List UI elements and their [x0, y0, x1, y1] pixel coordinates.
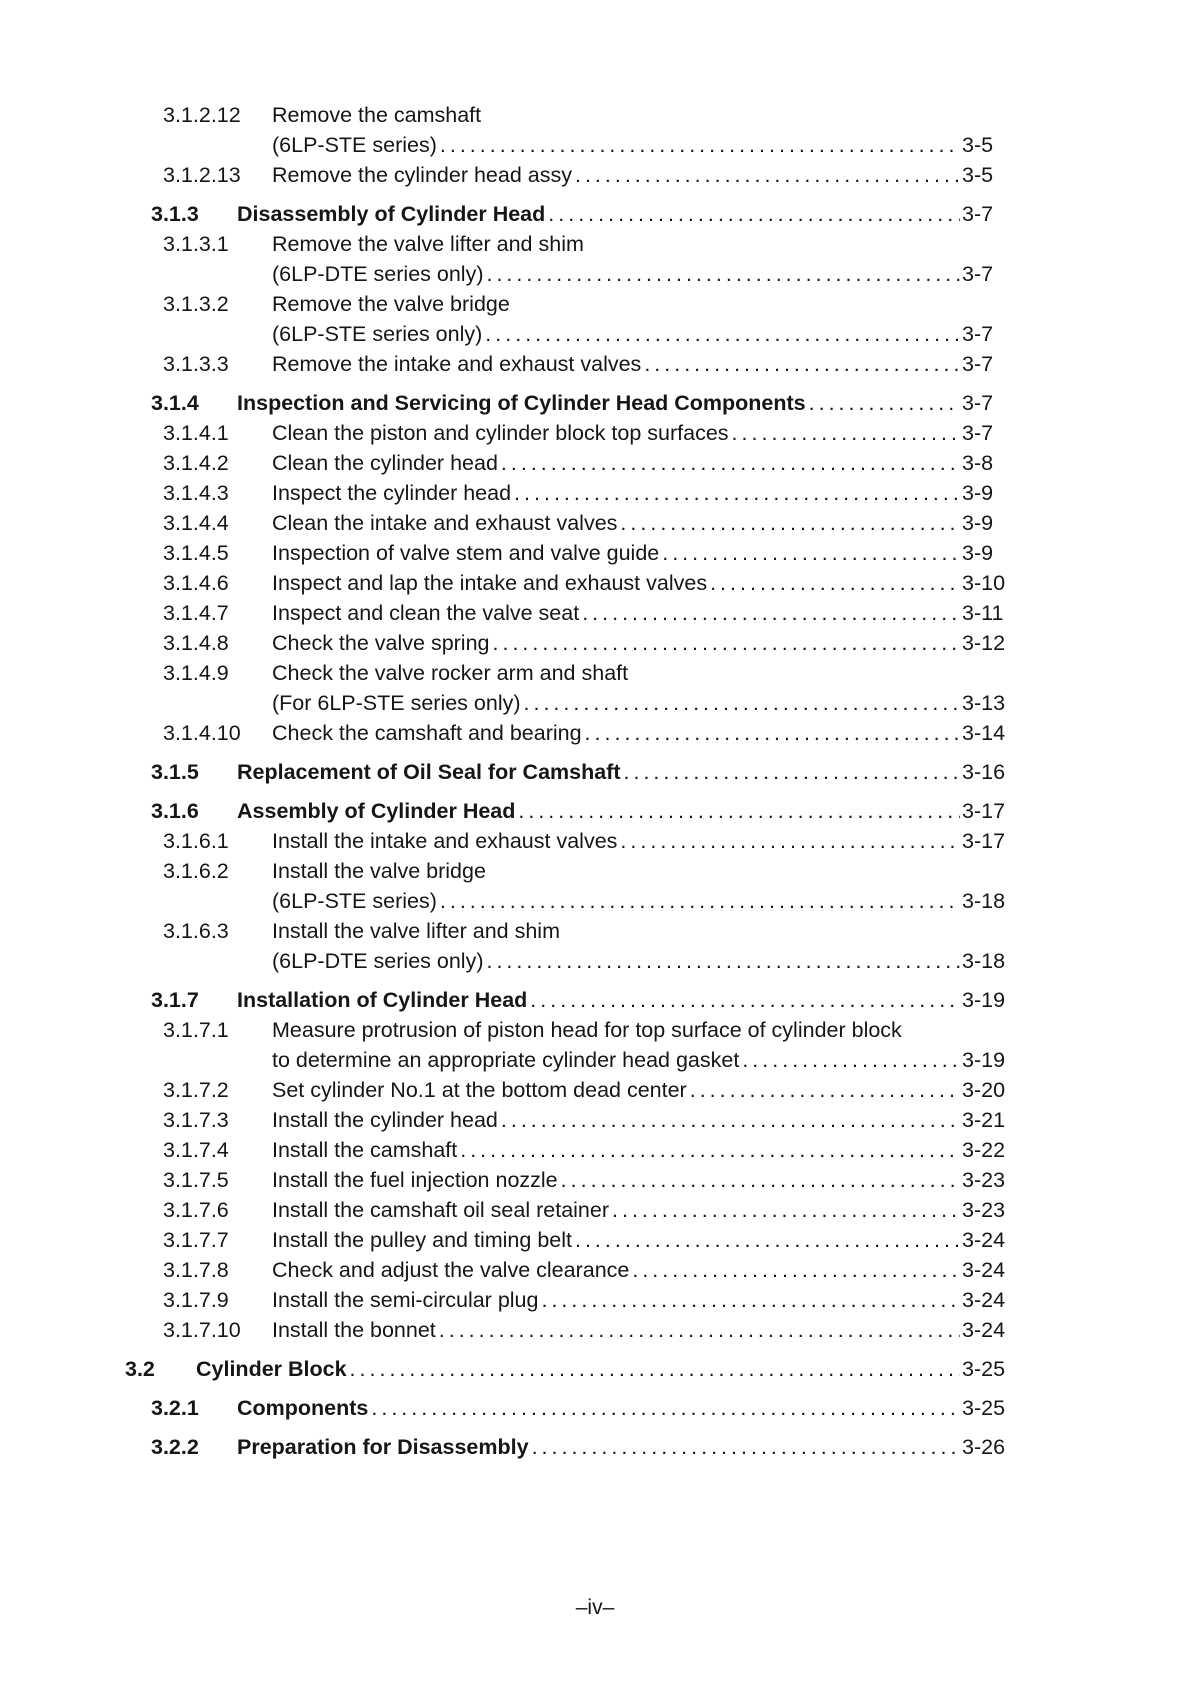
page-number: 3-18 — [962, 949, 1006, 973]
entry-title: Install the camshaft — [272, 1138, 458, 1162]
toc-entry-line — [151, 796, 1010, 826]
entry-number: 3.1.4.7 — [163, 601, 229, 625]
dot-leader — [621, 757, 960, 787]
page-number: 3-16 — [962, 760, 1006, 784]
toc-entry-line — [163, 289, 1010, 319]
toc-entry — [0, 1285, 1010, 1315]
toc-entry-line — [163, 1015, 1010, 1045]
entry-title: Install the fuel injection nozzle — [272, 1168, 558, 1192]
toc-entry-line — [163, 1315, 1010, 1345]
entry-title: Clean the intake and exhaust valves — [272, 511, 618, 535]
toc-entry-line — [163, 229, 1010, 259]
entry-title: Check and adjust the valve clearance — [272, 1258, 630, 1282]
page-number: 3-24 — [962, 1258, 1006, 1282]
page-number: 3-7 — [962, 322, 994, 346]
page-number: 3-24 — [962, 1318, 1006, 1342]
toc-entry — [0, 418, 1010, 448]
entry-number: 3.1.6 — [151, 799, 199, 823]
page-number: 3-7 — [962, 202, 994, 226]
toc-entry — [0, 628, 1010, 658]
toc-entry-line — [163, 598, 1010, 628]
dot-leader — [572, 160, 960, 190]
toc-entry — [0, 1195, 1010, 1225]
dot-leader — [617, 508, 960, 538]
entry-title: Install the valve bridge — [272, 859, 486, 883]
entry-title: (6LP-STE series) — [272, 889, 437, 913]
page-number: 3-19 — [962, 1048, 1006, 1072]
entry-number: 3.1.4.1 — [163, 421, 229, 445]
toc-entry — [0, 1135, 1010, 1165]
toc-entry — [0, 289, 1010, 349]
toc-entry-line — [163, 1105, 1010, 1135]
entry-number: 3.2.2 — [151, 1435, 199, 1459]
dot-leader — [659, 538, 960, 568]
entry-number: 3.1.3.1 — [163, 232, 229, 256]
toc-entry — [0, 160, 1010, 190]
entry-number: 3.1.3 — [151, 202, 199, 226]
entry-title: Install the intake and exhaust valves — [272, 829, 618, 853]
entry-number: 3.2.1 — [151, 1396, 199, 1420]
entry-title: Clean the cylinder head — [272, 451, 498, 475]
entry-number: 3.1.4.2 — [163, 451, 229, 475]
toc-entry-line — [163, 568, 1010, 598]
entry-title: (6LP-STE series) — [272, 133, 437, 157]
dot-leader — [368, 1393, 960, 1423]
dot-leader — [483, 946, 960, 976]
entry-title: Remove the valve bridge — [272, 292, 510, 316]
page-number: 3-9 — [962, 511, 994, 535]
toc-entry — [0, 916, 1010, 976]
toc-entry-line — [163, 160, 1010, 190]
page-number: 3-9 — [962, 541, 994, 565]
dot-leader — [609, 1195, 960, 1225]
page-number: 3-12 — [962, 631, 1006, 655]
toc-entry — [0, 100, 1010, 160]
dot-leader — [521, 688, 960, 718]
page-number: 3-7 — [962, 421, 994, 445]
entry-number: 3.1.4.9 — [163, 661, 229, 685]
page-number: 3-24 — [962, 1288, 1006, 1312]
toc-entry — [0, 757, 1010, 787]
toc-entry — [0, 508, 1010, 538]
entry-title: (6LP-DTE series only) — [272, 949, 484, 973]
entry-title: (For 6LP-STE series only) — [272, 691, 521, 715]
toc-entry-line — [163, 718, 1010, 748]
toc-entry-continuation-line — [163, 1045, 1010, 1075]
entry-number: 3.1.6.3 — [163, 919, 229, 943]
toc-entry — [0, 796, 1010, 826]
dot-leader — [437, 886, 960, 916]
entry-number: 3.1.7.4 — [163, 1138, 229, 1162]
entry-title: Remove the cylinder head assy — [272, 163, 572, 187]
toc-entry — [0, 1105, 1010, 1135]
page-number: 3-8 — [962, 451, 994, 475]
toc-entry-line — [163, 658, 1010, 688]
entry-number: 3.1.7.1 — [163, 1018, 229, 1042]
toc-entry-line — [163, 856, 1010, 886]
entry-title: Inspection and Servicing of Cylinder Head Components — [237, 391, 806, 415]
toc-entry-line — [163, 448, 1010, 478]
toc-entry-continuation-line — [163, 319, 1010, 349]
page-number: 3-23 — [962, 1168, 1006, 1192]
entry-title: Remove the intake and exhaust valves — [272, 352, 642, 376]
toc-entry — [0, 1015, 1010, 1075]
toc-entry — [0, 1432, 1010, 1462]
dot-leader — [707, 568, 960, 598]
entry-title: Install the pulley and timing belt — [272, 1228, 572, 1252]
dot-leader — [490, 628, 961, 658]
dot-leader — [511, 478, 960, 508]
toc-entry-line — [163, 1285, 1010, 1315]
toc-entry-line — [163, 1135, 1010, 1165]
entry-title: Measure protrusion of piston head for top surface of cylinder block — [272, 1018, 902, 1042]
page-number: 3-24 — [962, 1228, 1006, 1252]
entry-title: Assembly of Cylinder Head — [237, 799, 516, 823]
page-number: 3-22 — [962, 1138, 1006, 1162]
entry-number: 3.1.7.2 — [163, 1078, 229, 1102]
entry-title: Inspect and lap the intake and exhaust valves — [272, 571, 708, 595]
dot-leader — [529, 1432, 960, 1462]
entry-title: Remove the camshaft — [272, 103, 482, 127]
dot-leader — [617, 826, 960, 856]
entry-title: Components — [237, 1396, 369, 1420]
entry-title: Cylinder Block — [196, 1357, 347, 1381]
page-number: 3-23 — [962, 1198, 1006, 1222]
entry-title: Install the semi-circular plug — [272, 1288, 539, 1312]
entry-number: 3.1.5 — [151, 760, 199, 784]
toc-entry-line — [151, 985, 1010, 1015]
entry-title: Remove the valve lifter and shim — [272, 232, 584, 256]
toc-entry — [0, 448, 1010, 478]
entry-title: (6LP-DTE series only) — [272, 262, 484, 286]
entry-number: 3.1.2.13 — [163, 163, 241, 187]
toc-entry-line — [163, 538, 1010, 568]
entry-title: to determine an appropriate cylinder head gasket — [272, 1048, 740, 1072]
toc-entry-line — [163, 1225, 1010, 1255]
toc-entry-line — [163, 100, 1010, 130]
dot-leader — [515, 796, 960, 826]
toc-entry-line — [163, 1165, 1010, 1195]
toc-entry — [0, 598, 1010, 628]
entry-number: 3.1.4.3 — [163, 481, 229, 505]
dot-leader — [806, 388, 960, 418]
entry-title: Install the camshaft oil seal retainer — [272, 1198, 609, 1222]
toc-entry — [0, 1255, 1010, 1285]
toc-entry-continuation-line — [163, 688, 1010, 718]
entry-title: Check the valve spring — [272, 631, 490, 655]
page-number: 3-17 — [962, 829, 1006, 853]
page-number: 3-17 — [962, 799, 1006, 823]
entry-number: 3.1.7.10 — [163, 1318, 241, 1342]
toc-entry-line — [163, 418, 1010, 448]
toc-entry-line — [125, 1354, 1010, 1384]
dot-leader — [498, 448, 960, 478]
entry-title: (6LP-STE series only) — [272, 322, 483, 346]
toc-entry — [0, 856, 1010, 916]
toc-entry-line — [163, 349, 1010, 379]
toc-entry — [0, 1393, 1010, 1423]
dot-leader — [436, 1315, 960, 1345]
entry-title: Replacement of Oil Seal for Camshaft — [237, 760, 621, 784]
entry-number: 3.1.3.2 — [163, 292, 229, 316]
entry-number: 3.1.7.6 — [163, 1198, 229, 1222]
entry-number: 3.1.6.2 — [163, 859, 229, 883]
page-number: 3-9 — [962, 481, 994, 505]
toc-entry-line — [163, 1255, 1010, 1285]
entry-number: 3.1.7.7 — [163, 1228, 229, 1252]
page-footer: –iv– — [575, 1596, 615, 1619]
page-number: 3-25 — [962, 1357, 1006, 1381]
entry-number: 3.1.2.12 — [163, 103, 241, 127]
toc-entry — [0, 538, 1010, 568]
toc-entry — [0, 229, 1010, 289]
dot-leader — [641, 349, 960, 379]
toc-entry-continuation-line — [163, 130, 1010, 160]
entry-number: 3.1.4 — [151, 391, 199, 415]
toc-entry-continuation-line — [163, 946, 1010, 976]
toc-entry-line — [163, 628, 1010, 658]
toc-entry — [0, 658, 1010, 718]
page-number: 3-14 — [962, 721, 1006, 745]
entry-title: Check the valve rocker arm and shaft — [272, 661, 629, 685]
dot-leader — [687, 1075, 960, 1105]
toc-entry-line — [163, 508, 1010, 538]
entry-title: Inspection of valve stem and valve guide — [272, 541, 660, 565]
toc-entry-line — [163, 916, 1010, 946]
toc-entry-line — [151, 199, 1010, 229]
dot-leader — [483, 259, 960, 289]
entry-number: 3.1.7.3 — [163, 1108, 229, 1132]
toc-entry — [0, 985, 1010, 1015]
entry-title: Inspect and clean the valve seat — [272, 601, 580, 625]
page-number: 3-5 — [962, 163, 994, 187]
dot-leader — [582, 718, 960, 748]
entry-title: Install the valve lifter and shim — [272, 919, 560, 943]
toc-entry-line — [163, 478, 1010, 508]
dot-leader — [629, 1255, 960, 1285]
toc-entry-line — [163, 826, 1010, 856]
entry-title: Install the bonnet — [272, 1318, 436, 1342]
entry-number: 3.1.4.6 — [163, 571, 229, 595]
dot-leader — [579, 598, 960, 628]
entry-number: 3.2 — [125, 1357, 155, 1381]
entry-number: 3.1.4.8 — [163, 631, 229, 655]
entry-title: Check the camshaft and bearing — [272, 721, 582, 745]
page-number: 3-19 — [962, 988, 1006, 1012]
dot-leader — [457, 1135, 960, 1165]
dot-leader — [437, 130, 960, 160]
page-number: 3-26 — [962, 1435, 1006, 1459]
page-number: 3-13 — [962, 691, 1006, 715]
page-number: 3-18 — [962, 889, 1006, 913]
dot-leader — [482, 319, 960, 349]
toc-entry — [0, 349, 1010, 379]
page-number: 3-7 — [962, 352, 994, 376]
toc-entry — [0, 1225, 1010, 1255]
toc-entry-line — [151, 757, 1010, 787]
toc-entry — [0, 1075, 1010, 1105]
toc-entry — [0, 568, 1010, 598]
dot-leader — [739, 1045, 960, 1075]
page-number: 3-11 — [962, 601, 1004, 625]
toc-entry-line — [151, 1393, 1010, 1423]
toc-entry-continuation-line — [163, 886, 1010, 916]
page-number: 3-10 — [962, 571, 1006, 595]
page-number: 3-25 — [962, 1396, 1006, 1420]
entry-title: Clean the piston and cylinder block top surfaces — [272, 421, 729, 445]
toc-entry-continuation-line — [163, 259, 1010, 289]
entry-number: 3.1.7.9 — [163, 1288, 229, 1312]
entry-number: 3.1.7.5 — [163, 1168, 229, 1192]
entry-title: Preparation for Disassembly — [237, 1435, 529, 1459]
toc-entry — [0, 199, 1010, 229]
dot-leader — [498, 1105, 960, 1135]
page-number: 3-7 — [962, 391, 994, 415]
dot-leader — [558, 1165, 960, 1195]
page-number: 3-21 — [962, 1108, 1006, 1132]
toc-entry-line — [163, 1195, 1010, 1225]
entry-number: 3.1.6.1 — [163, 829, 229, 853]
entry-number: 3.1.4.4 — [163, 511, 229, 535]
dot-leader — [572, 1225, 960, 1255]
entry-title: Inspect the cylinder head — [272, 481, 512, 505]
dot-leader — [538, 1285, 960, 1315]
toc-entry-line — [163, 1075, 1010, 1105]
page-number: 3-7 — [962, 262, 994, 286]
entry-title: Disassembly of Cylinder Head — [237, 202, 546, 226]
entry-number: 3.1.4.5 — [163, 541, 229, 565]
dot-leader — [347, 1354, 960, 1384]
dot-leader — [729, 418, 960, 448]
entry-title: Set cylinder No.1 at the bottom dead center — [272, 1078, 687, 1102]
toc-entry — [0, 1165, 1010, 1195]
dot-leader — [545, 199, 960, 229]
toc-entry — [0, 826, 1010, 856]
toc-entry-line — [151, 1432, 1010, 1462]
entry-title: Install the cylinder head — [272, 1108, 498, 1132]
toc-entry — [0, 718, 1010, 748]
page-number: 3-20 — [962, 1078, 1006, 1102]
entry-number: 3.1.7.8 — [163, 1258, 229, 1282]
toc-entry — [0, 388, 1010, 418]
entry-number: 3.1.3.3 — [163, 352, 229, 376]
toc-entry-line — [151, 388, 1010, 418]
dot-leader — [527, 985, 960, 1015]
toc-entry — [0, 1354, 1010, 1384]
page-number: 3-5 — [962, 133, 994, 157]
toc-entry — [0, 1315, 1010, 1345]
toc-entry — [0, 478, 1010, 508]
toc-list — [0, 100, 1190, 1462]
entry-title: Installation of Cylinder Head — [237, 988, 528, 1012]
entry-number: 3.1.4.10 — [163, 721, 241, 745]
entry-number: 3.1.7 — [151, 988, 199, 1012]
